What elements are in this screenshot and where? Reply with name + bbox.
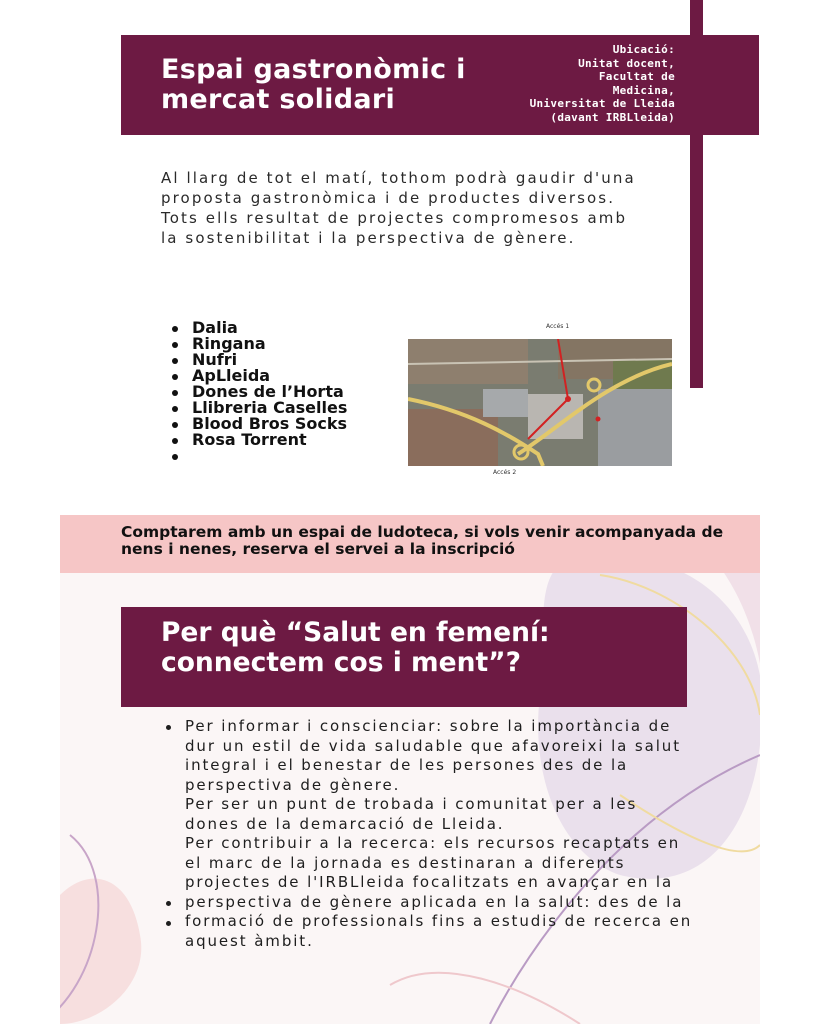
vendor-list [170,320,347,464]
list-item: Per ser un punt de trobada i comunitat per a les dones de la demarcació de Lleida. [166,795,696,834]
list-item: Dones de l’Horta [170,384,347,400]
vertical-accent-line [690,0,703,388]
list-item: Ringana [170,336,347,352]
list-item: Rosa Torrent [170,432,347,448]
intro-paragraph-2: Tots ells resultat de projectes compromesos amb la sostenibilitat i la perspectiva de gènere. [161,209,628,247]
access-1-label: Accés 1 [546,323,570,330]
ludoteca-text: Comptarem amb un espai de ludoteca, si vols venir acompanyada de nens i nenes, reserva el servei a la inscripció [121,523,724,558]
map-image [408,339,672,466]
list-item-empty [170,448,347,464]
gastro-banner [121,35,759,135]
list-item: Per informar i conscienciar: sobre la importància de dur un estil de vida saludable que afavoreixi la salut integral i el benestar de les persones des de la perspectiva de gènere. [166,717,696,795]
list-item: Per contribuir a la recerca: els recursos recaptats en el marc de la jornada es destinaran a diferents projectes de l'IRBLleida focalitzats en avançar en la perspectiva de gènere aplicada en la salut: des de la formació de professionals fins a estudis de recerca en aquest àmbit. [166,834,696,951]
gastro-intro [161,168,636,248]
why-banner [121,607,687,707]
list-item: Dalia [170,320,347,336]
intro-paragraph-1: Al llarg de tot el matí, tothom podrà gaudir d'una proposta gastronòmica i de productes diversos. [161,169,636,207]
reasons-list [166,717,696,951]
ludoteca-band [60,515,760,573]
gastro-title: Espai gastronòmic i mercat solidari [161,54,466,115]
access-2-label: Accés 2 [493,469,517,476]
list-item: Nufri [170,352,347,368]
location-info: Ubicació: Unitat docent, Facultat de Medicina, Universitat de Lleida (davant IRBLleida) [529,43,675,124]
list-item: ApLleida [170,368,347,384]
location-map [408,323,672,478]
why-title: Per què “Salut en femení: connectem cos i ment”? [161,617,550,678]
list-item: Blood Bros Socks [170,416,347,432]
list-item: Llibreria Caselles [170,400,347,416]
